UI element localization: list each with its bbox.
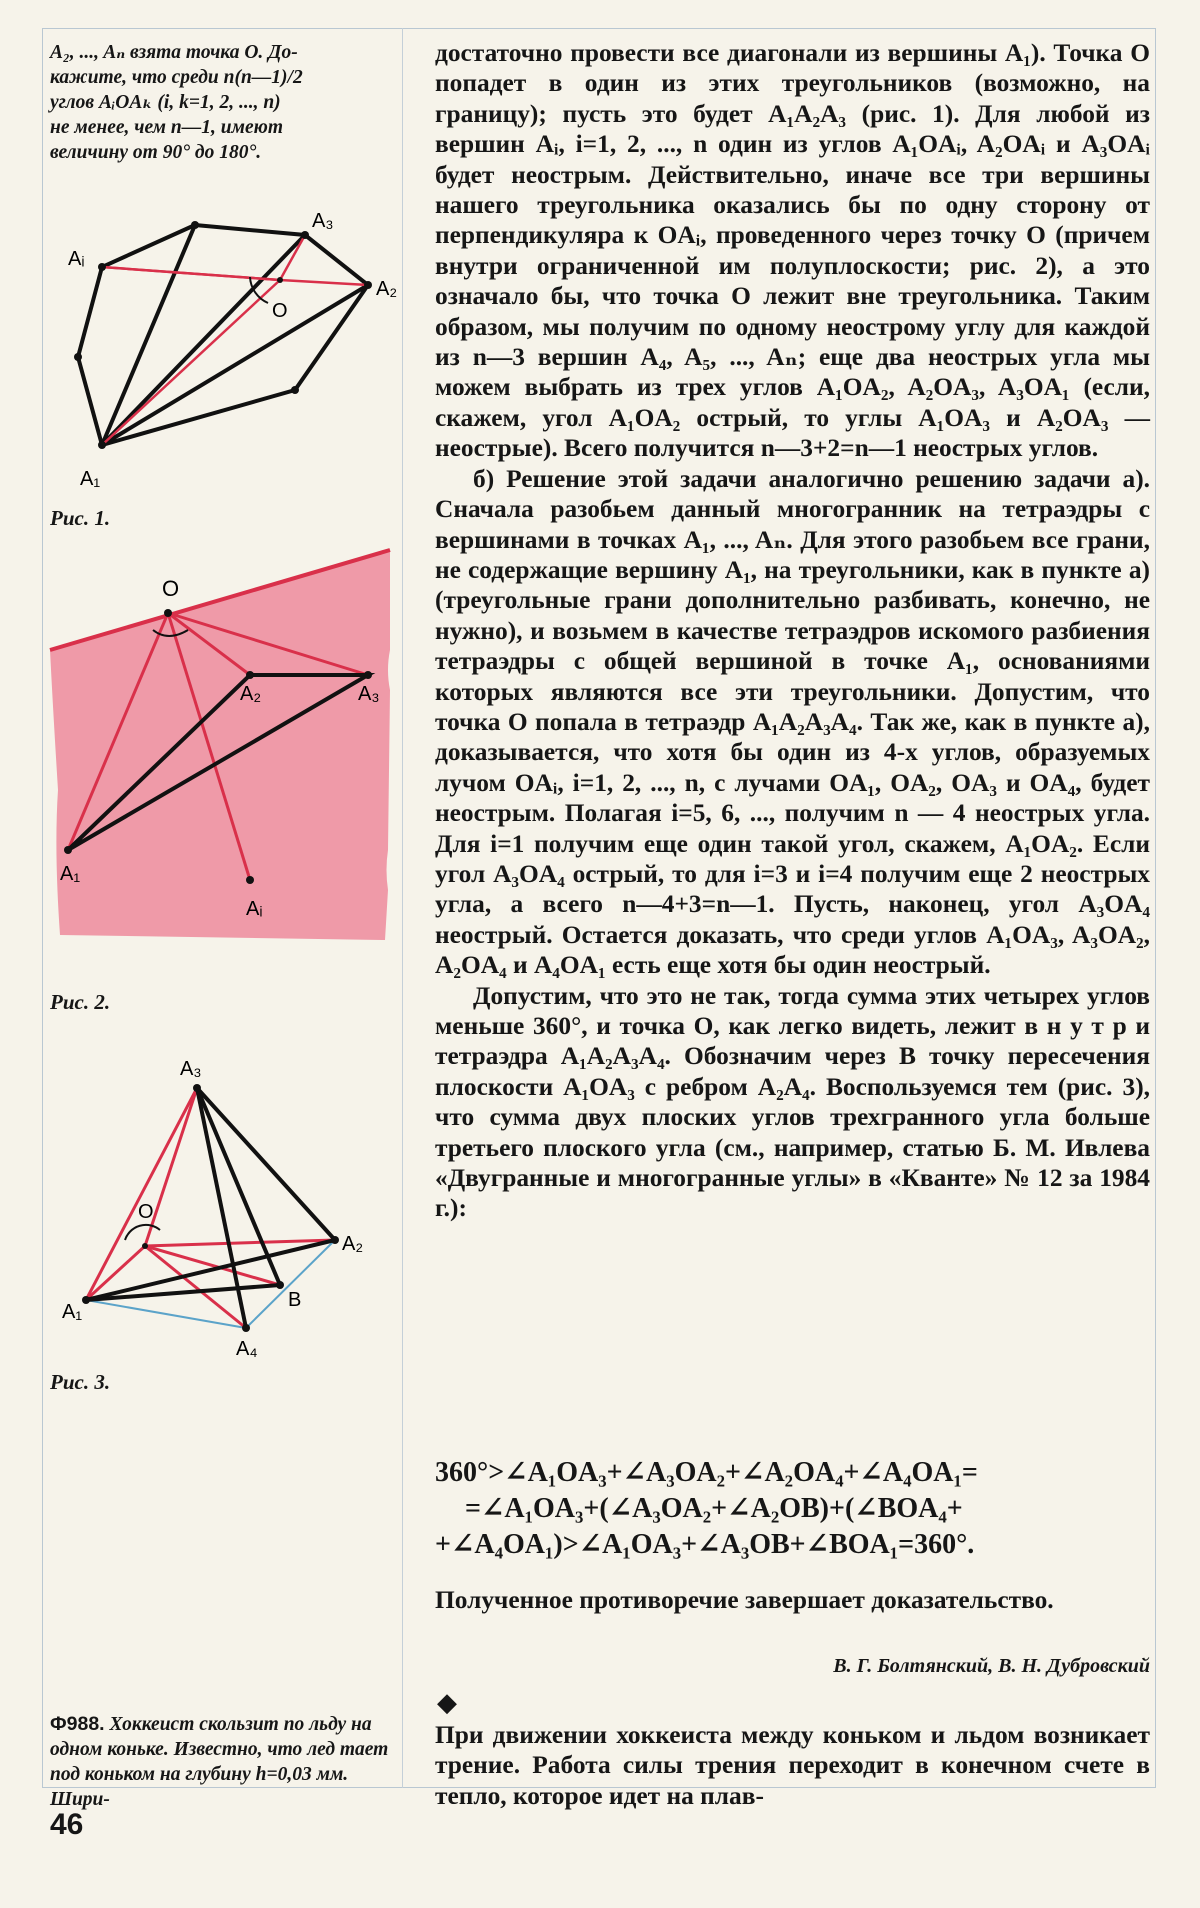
column-divider (402, 28, 403, 1788)
caption-fig2: Рис. 2. (50, 990, 111, 1014)
ray (102, 267, 280, 280)
paragraph: достаточно провести все диагонали из вершины A₁). Точка O попадет в один из этих треугольников (возможно, на границу); пусть это будет A₁A₂A₃ (рис. 1). Для любой из вершин Aᵢ, i=1, 2, ..., n один из углов A₁OAᵢ, A₂OAᵢ и A₃OAᵢ будет неострым. Действительно, иначе все три вершины нашего треугольника оказались бы по одну сторону от перпендикуляра к OAᵢ, проведенного через точку O (причем внутри ограниченной им полуплоскости; рис. 2), а это означало бы, что точка O лежит вне треугольника. Таким образом, мы получим по одному неострому углу для каждой из n—3 вершин A₄, A₅, ..., Aₙ; еще два неострых угла мы можем выбрать из трех углов A₁OA₂, A₂OA₃, A₃OA₁ (если, скажем, угол A₁OA₂ острый, то углы A₁OA₃ и A₂OA₃ — неострые). Всего получится n—3+2=n—1 неострых углов. (435, 39, 1150, 463)
problem-f988 (50, 1712, 390, 1812)
ray-oa2 (280, 280, 368, 285)
label-ai: Aᵢ (68, 248, 85, 270)
note-line: A₂, ..., Aₙ взята точка O. До- (50, 42, 298, 63)
solution-text (435, 38, 1150, 1224)
label-a3: A₃ (312, 210, 334, 232)
problem-statement-tail (50, 40, 390, 165)
authors-signature: В. Г. Болтянский, В. Н. Дубровский (833, 1655, 1150, 1677)
caption-fig3: Рис. 3. (50, 1370, 111, 1394)
label-a3: A₃ (180, 1058, 202, 1080)
problem-text: Хоккеист скользит по льду на одном коньке. Известно, что лед тает под коньком на глубину h=0,03 мм. Шири- (50, 1714, 389, 1810)
label-o: O (272, 300, 288, 322)
edge-a4a2 (246, 1240, 335, 1328)
next-solution-start: При движении хоккеиста между коньком и льдом возникает трение. Работа силы трения переходит в конечном счете в тепло, которое идет на плав- (435, 1721, 1150, 1810)
label-a2: A₂ (376, 278, 398, 300)
label-a1: A₁ (80, 468, 101, 490)
note-line: углов AᵢOAₖ (i, k=1, 2, ..., n) (50, 92, 281, 113)
formula-line: 360°>∠A₁OA₃+∠A₃OA₂+∠A₂OA₄+∠A₄OA₁= (435, 1457, 978, 1488)
figure-2 (50, 550, 395, 950)
note-line: кажите, что среди n(n—1)/2 (50, 67, 303, 88)
paragraph: б) Решение этой задачи аналогично решению задачи а). Сначала разобьем данный многогранник на тетраэдры с вершинами в точках A₁, ..., Aₙ. Для этого разобьем все грани, не содержащие вершину A₁, на треугольники, как в пункте а) (треугольные грани дополнительно разбивать, конечно, не нужно), и возьмем в качестве тетраэдров искомого разбиения тетраэдры с общей вершиной в точке A₁, основаниями которых являются все эти треугольники. Допустим, что точка O попала в тетраэдр A₁A₂A₃A₄. Так же, как в пункте а), доказывается, что хотя бы один из 4-х углов, образуемых лучом OAᵢ, i=1, 2, ..., n, с лучами OA₁, OA₂, OA₃ и OA₄, будет неострым. Полагая i=5, 6, ..., получим n — 4 неострых угла. Для i=1 получим еще один такой угол, скажем, A₁OA₂. Если угол A₃OA₄ острый, то для i=3 и i=4 получим еще 2 неострых угла, а всего n—4+3=n—1. Пусть, наконец, угол A₃OA₄ неострый. Остается доказать, что среди углов A₁OA₃, A₃OA₂, A₂OA₄ и A₄OA₁ есть еще хотя бы один неострый. (435, 464, 1150, 980)
figure-1 (50, 205, 398, 505)
edge-a3a2 (197, 1088, 335, 1240)
label-o: O (162, 576, 180, 601)
conclusion: Полученное противоречие завершает доказательство. (435, 1586, 1054, 1614)
problem-label: Ф988. (50, 1713, 105, 1735)
formula-line: +∠A₄OA₁)>∠A₁OA₃+∠A₃OB+∠BOA₁=360°. (435, 1529, 975, 1560)
edge-a1a4 (86, 1300, 246, 1328)
caption-fig1: Рис. 1. (50, 506, 111, 530)
label-a3: A₃ (358, 683, 380, 705)
label-b: B (288, 1289, 302, 1311)
label-ai: Aᵢ (246, 898, 263, 920)
half-plane (50, 550, 390, 940)
diagonal (102, 225, 195, 445)
label-a4: A₄ (236, 1338, 258, 1360)
label-a1: A₁ (60, 863, 81, 885)
formula-line: =∠A₁OA₃+(∠A₃OA₂+∠A₂OB)+(∠BOA₄+ (465, 1493, 963, 1524)
label-a2: A₂ (240, 683, 262, 705)
polygon-outline (78, 225, 368, 445)
label-a1: A₁ (62, 1301, 83, 1323)
note-line: величину от 90° до 180°. (50, 142, 262, 163)
section-marker: ◆ (437, 1688, 457, 1717)
figure-3 (50, 1050, 390, 1360)
angle-arc (125, 1225, 160, 1240)
label-o: O (138, 1201, 154, 1223)
label-a2: A₂ (342, 1233, 364, 1255)
plane-edge (86, 1088, 197, 1300)
note-line: не менее, чем n—1, имеют (50, 117, 284, 138)
page-number: 46 (50, 1808, 84, 1841)
inequality-formula (435, 1455, 1155, 1563)
paragraph: Допустим, что это не так, тогда сумма этих четырех углов меньше 360°, и точка O, как легко видеть, лежит в н у т р и тетраэдра A₁A₂A₃A₄. Обозначим через B точку пересечения плоскости A₁OA₃ с ребром A₂A₄. Воспользуемся тем (рис. 3), что сумма двух плоских углов трехгранного угла больше третьего плоского угла (см., например, статью Б. М. Ивлева «Двугранные и многогранные углы» в «Кванте» № 12 за 1984 г.): (435, 981, 1150, 1223)
